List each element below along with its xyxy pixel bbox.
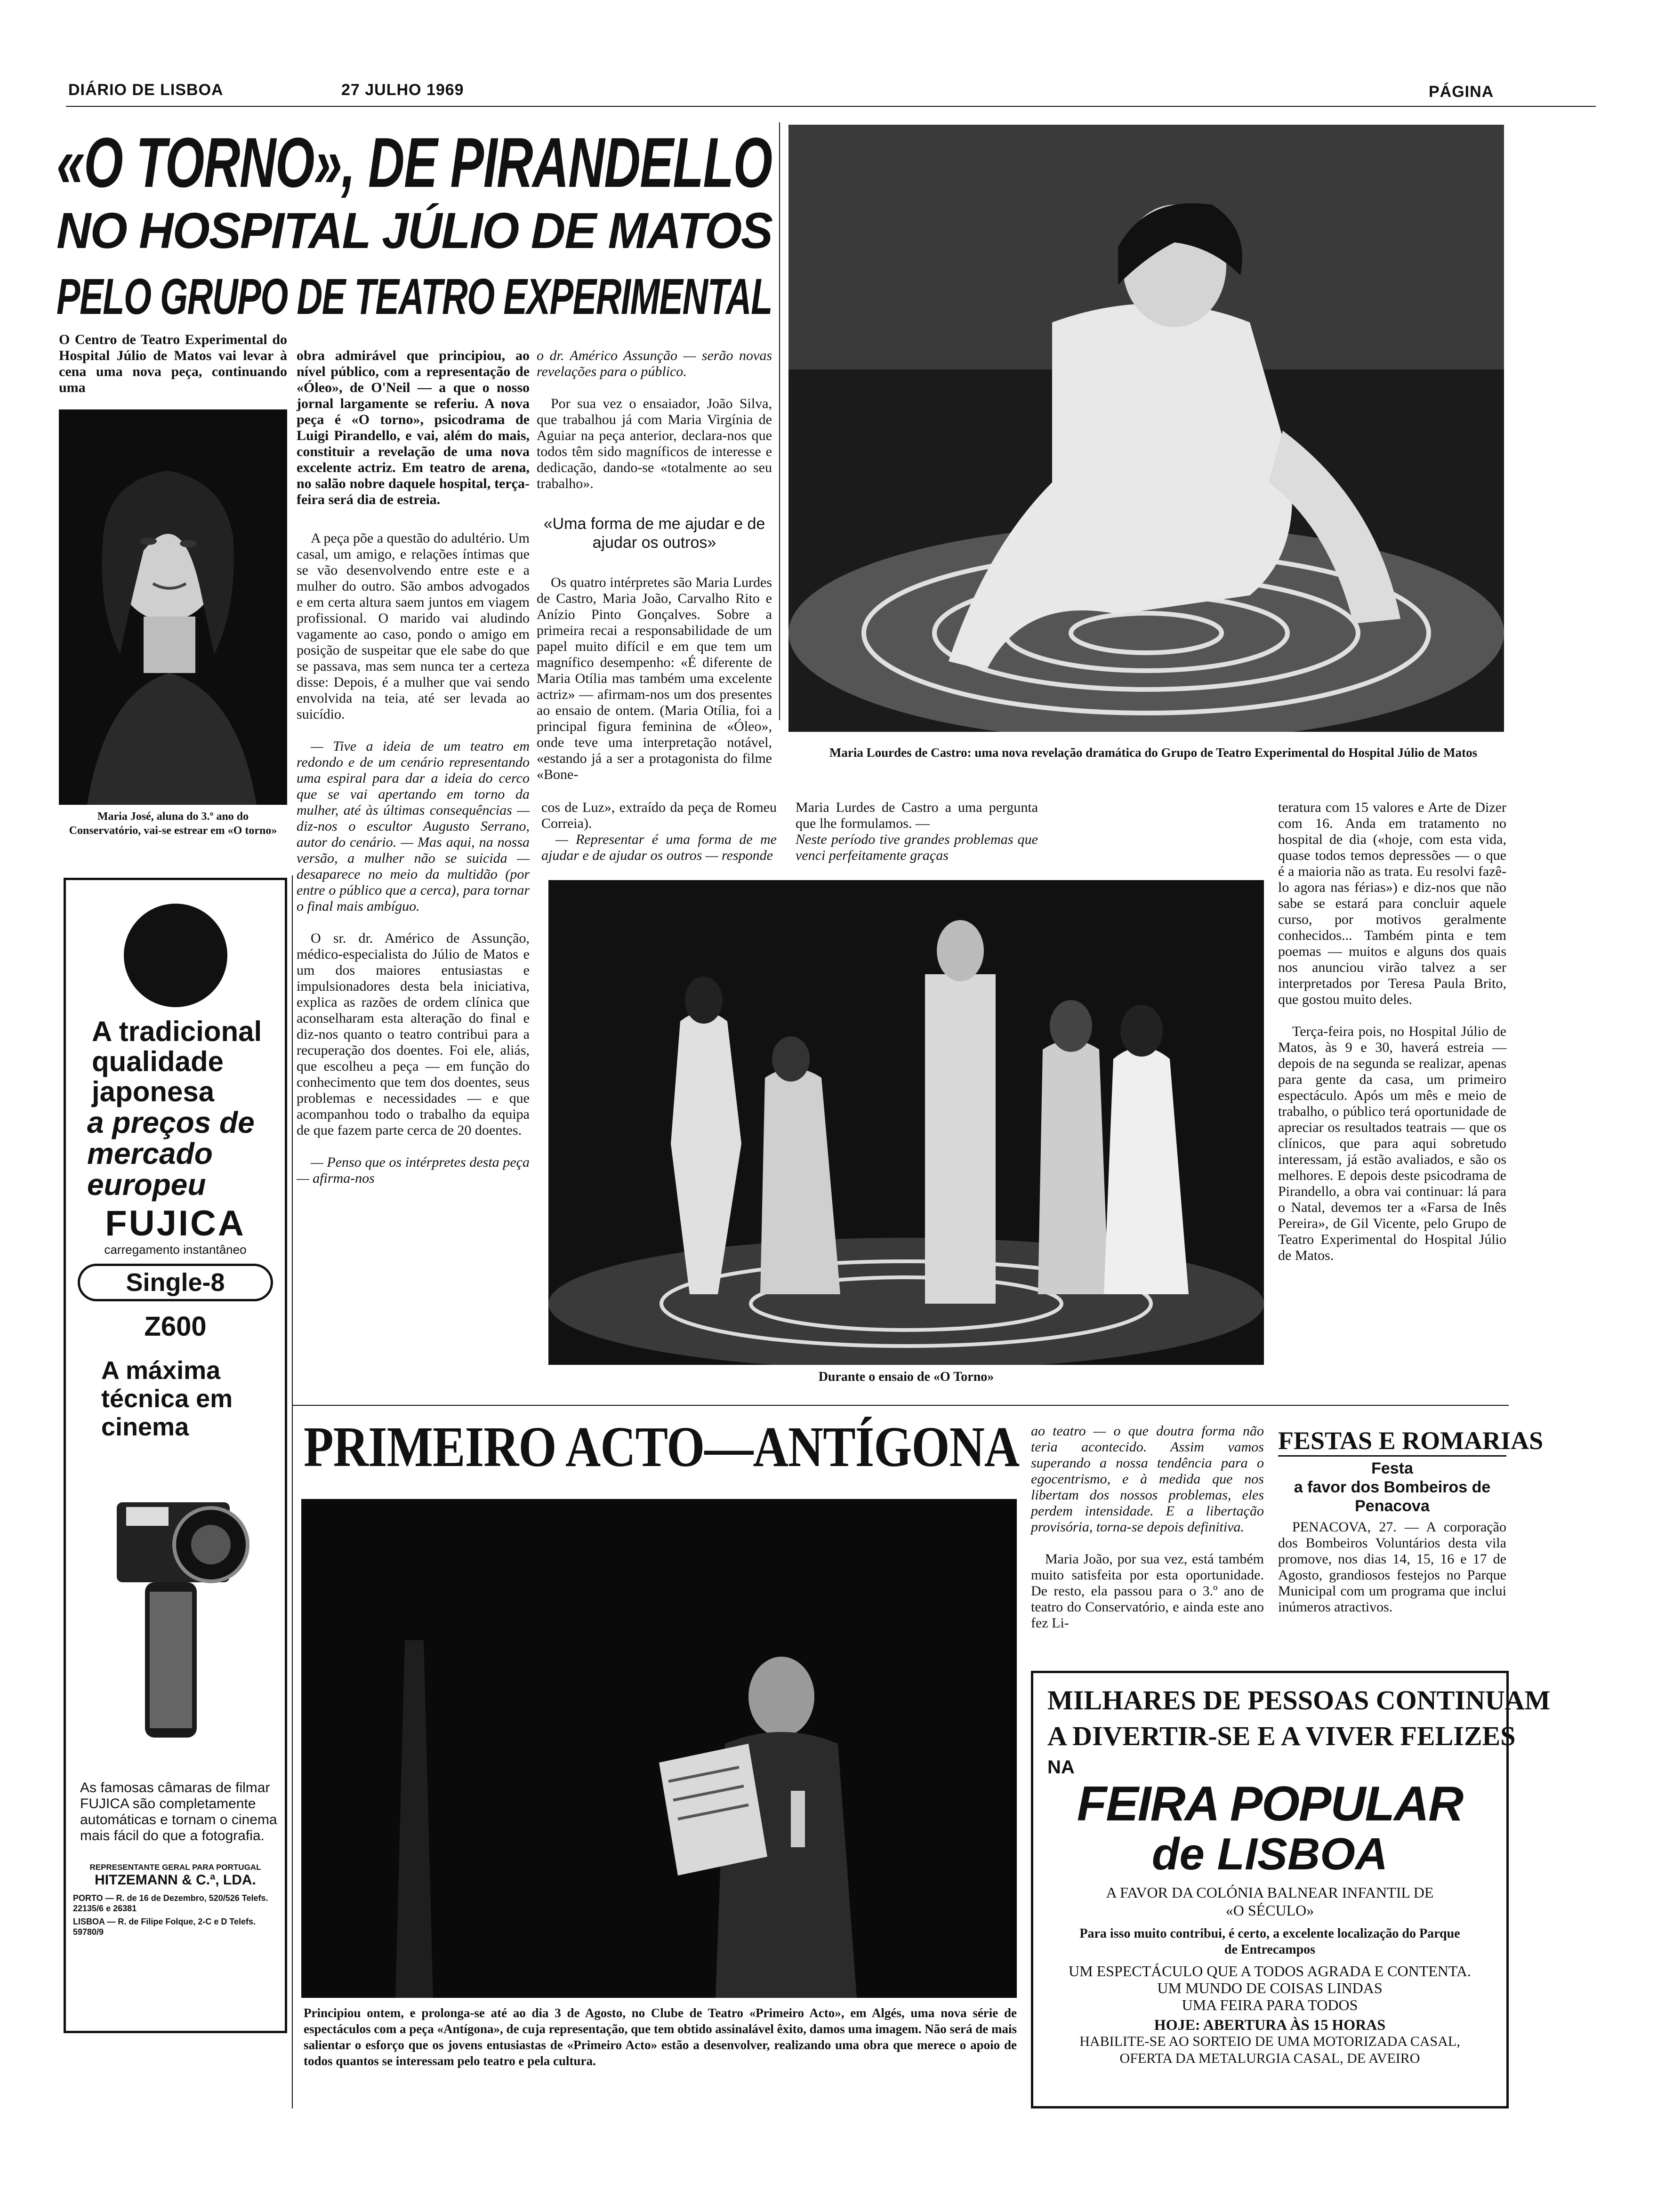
fujica-line3: A máxima técnica em cinema [101, 1356, 233, 1441]
feira-sorteio: HABILITE-SE AO SORTEIO DE UMA MOTORIZADA CASAL, OFERTA DA METALURGIA CASAL, DE AVEIRO [1079, 2034, 1460, 2066]
headline-hospital: NO HOSPITAL JÚLIO DE MATOS [56, 202, 772, 259]
feira-contrib: Para isso muito contribui, é certo, a excelente localização do Parque de Entrecampos [1079, 1926, 1460, 1957]
feira-espect: UM ESPECTÁCULO QUE A TODOS AGRADA E CONTENTA. UM MUNDO DE COISAS LINDAS [1069, 1963, 1471, 1996]
fujica-model: Z600 [144, 1311, 207, 1342]
article-col4 [541, 784, 777, 880]
feira-logo1: FEIRA POPULAR [1077, 1777, 1463, 1831]
column-rule [779, 122, 780, 720]
article-col6 [1278, 784, 1506, 1280]
festas-subtitle1: Festa [1371, 1459, 1413, 1477]
fujica-porto: PORTO — R. de 16 de Dezembro, 520/526 Telefs. 22135/6 e 26381 [73, 1893, 268, 1913]
feira-ad [1031, 1671, 1551, 2108]
portrait-caption: Maria José, aluna do 3.º ano do Conservatório, vai-se estrear em «O torno» [69, 810, 277, 837]
antigona-caption: Principiou ontem, e prolonga-se até ao dia 3 de Agosto, no Clube de Teatro «Primeiro Acto», em Algés, uma nova série de espectáculos com a peça «Antígona», de cuja representação, que tem obtido assinalável êxito, damos uma imagem. Não será de mais salientar o esforço que os jovens entusiastas de «Primeiro Acto» estão a desenvolver, realizando uma obra que merece o apoio de todos quantos se interessam pelo teatro e pela cultura. [304, 2006, 1017, 2068]
col5-italic: Neste período tive grandes problemas que venci perfeitamente graças [796, 832, 1038, 863]
col3-body: Por sua vez o ensaiador, João Silva, que trabalhou já com Maria Virgínia de Aguiar na peça anterior, declara-nos que todos têm sido magníficos de interesse e dedicação, dando-se «totalmente ao seu trabalho». [537, 396, 772, 491]
antigona-headline: PRIMEIRO ACTO—ANTÍGONA [304, 1415, 1020, 1479]
fujica-small: As famosas câmaras de filmar FUJICA são completamente automáticas e tornam o cinema mais fácil do que a fotografia. [80, 1780, 277, 1843]
masthead-page: PÁGINA [1429, 83, 1494, 101]
left-rule [292, 875, 293, 2108]
col7-italic: ao teatro — o que doutra forma não teria acontecido. Assim vamos superando a nossa tendência para o egocentrismo, e à medida que nos libertam dos nossos problemas, eles perdem intensidade. E a libertação provisória, torna-se depois definitiva. [1031, 1423, 1264, 1535]
lourdes-caption: Maria Lourdes de Castro: uma nova revelação dramática do Grupo de Teatro Experimental do Hospital Júlio de Matos [829, 745, 1478, 760]
antigona-photo [301, 1499, 1017, 1998]
col2-bold: obra admirável que principiou, ao nível público, com a representação de «Óleo», de O'Neil — a que o nosso jornal largamente se referiu. A nova peça é «O torno», psicodrama de Luigi Pirandello, e vai, além do mais, constituir a revelação de uma nova excelente actriz. Em teatro de arena, no salão nobre daquele hospital, terça-feira será dia de estreia. [297, 348, 530, 507]
fujica-company: HITZEMANN & C.ª, LDA. [95, 1872, 256, 1888]
feira-favor: A FAVOR DA COLÓNIA BALNEAR INFANTIL DE «O SÉCULO» [1106, 1884, 1434, 1919]
col6-body2: Terça-feira pois, no Hospital Júlio de Matos, às 9 e 30, haverá estreia — depois de na segunda se realizar, apenas para gente da casa, um primeiro espectáculo. Após um mês e meio de trabalho, o público terá oportunidade de apreciar os resultados teatrais — que os clínicos, que para aqui sobretudo interessam, já estão avaliados, e são os melhores. E depois deste psicodrama de Pirandello, a obra vai continuar: lá para o Natal, devemos ter a «Farsa de Inês Pereira», de Gil Vicente, pelo Grupo de Teatro Experimental do Hospital Júlio de Matos. [1278, 1024, 1506, 1263]
section-rule-top [292, 1405, 1509, 1406]
col2-body: A peça põe a questão do adultério. Um casal, um amigo, e relações íntimas que se vão desenvolvendo entre este e a mulher do outro. São ambos advogados e em certa altura saem juntos em viagem profissional. O marido vai aludindo vagamente ao caso, pondo o amigo em posição de suspeitar que ele sabe do que se passava, mas sem nunca ter a certeza disse: Depois, é a mulher que vai sendo envolvida na teia, até ser levada ao suicídio. [297, 530, 530, 722]
festas-title: FESTAS E ROMARIAS [1278, 1426, 1506, 1457]
fujica-brand: FUJICA [105, 1203, 246, 1243]
article-col7 [1031, 1407, 1264, 1647]
col7-body: Maria João, por sua vez, está também muito satisfeita por esta oportunidade. De resto, ela passou para o 3.º ano de teatro do Conservatório, e ainda este ano fez Li- [1031, 1551, 1264, 1631]
fujica-dist: REPRESENTANTE GERAL PARA PORTUGAL [89, 1863, 261, 1872]
feira-logo2: de LISBOA [1151, 1829, 1388, 1879]
headline-grupo: PELO GRUPO DE TEATRO EXPERIMENTAL [56, 268, 772, 325]
festas-subtitle2: a favor dos Bombeiros de Penacova [1294, 1478, 1491, 1515]
col4-body: cos de Luz», extraído da peça de Romeu Correia). [541, 800, 777, 831]
headline-torno: «O TORNO», DE PIRANDELLO [56, 123, 772, 202]
article-col3 [537, 332, 772, 799]
col2-body2: O sr. dr. Américo de Assunção, médico-especialista do Júlio de Matos e um dos maiores entusiastas e impulsionadores desta bela iniciativa, explica as razões de ordem clínica que aconselharam esta alteração do final e diz-nos quanto o teatro contribui para a recuperação dos doentes. Foi ele, aliás, que escolheu a peça — em função do conhecimento que tem dos doentes, seus problemas e necessidades — e que acompanhou todo o trabalho da equipa de que fazem parte cerca de 20 doentes. [297, 930, 530, 1138]
rehearsal-caption: Durante o ensaio de «O Torno» [818, 1370, 994, 1384]
feira-line2: A DIVERTIR-SE E A VIVER FELIZES [1047, 1721, 1516, 1751]
fujica-line1: A tradicional qualidade japonesa [92, 1016, 262, 1107]
fujica-circle [124, 904, 227, 1007]
fujica-ad [64, 878, 287, 2033]
masthead-paper: DIÁRIO DE LISBOA [68, 81, 224, 99]
col4-italic: — Representar é uma forma de me ajudar e de ajudar os outros — responde [541, 832, 777, 863]
fujica-lisboa: LISBOA — R. de Filipe Folque, 2-C e D Telefs. 59780/9 [73, 1917, 256, 1937]
article-lead: O Centro de Teatro Experimental do Hospital Júlio de Matos vai levar à cena uma nova peça, continuando uma [59, 332, 287, 395]
col2-italic2: — Penso que os intérpretes desta peça — afirma-nos [297, 1154, 530, 1186]
festas-block [1278, 1426, 1544, 1615]
masthead-rule [66, 106, 1596, 107]
feira-hoje: HOJE: ABERTURA ÀS 15 HORAS [1154, 2016, 1386, 2033]
masthead-date: 27 JULHO 1969 [341, 81, 464, 99]
festas-body: PENACOVA, 27. — A corporação dos Bombeiros Voluntários desta vila promove, nos dias 14, 15, 16 e 17 de Agosto, grandiosos festejos no Parque Municipal com um programa que inclui inúmeros atractivos. [1278, 1519, 1506, 1615]
col5-body: Maria Lurdes de Castro a uma pergunta que lhe formulamos. — [796, 800, 1038, 831]
feira-na: NA [1047, 1757, 1075, 1778]
article-col2 [297, 332, 530, 1202]
portrait-photo [59, 409, 287, 805]
fujica-badge: Single-8 [78, 1264, 273, 1301]
fujica-line2: a preços de mercado europeu [87, 1106, 255, 1202]
feira-line1: MILHARES DE PESSOAS CONTINUAM [1047, 1685, 1551, 1715]
lourdes-photo [788, 125, 1504, 732]
col3-subhead: «Uma forma de me ajudar e de ajudar os outros» [543, 515, 765, 552]
camera-illustration [98, 1474, 253, 1766]
col2-italic: — Tive a ideia de um teatro em redondo e de um cenário representando uma espiral para dar a ideia do cerco que se vai apertando em torno da mulher, até às últimas consequências — diz-nos o escultor Augusto Serrano, autor do cenário. — Mas aqui, na nossa versão, a mulher não se suicida — desaparece no meio da multidão (por entre o público que a cerca), para tornar o final mais ambíguo. [297, 738, 530, 914]
col3-body2: Os quatro intérpretes são Maria Lurdes de Castro, Maria João, Carvalho Rito e Anízio Pinto Gonçalves. Sobre a primeira recai a responsabilidade de um papel muito difícil e em que tem um magnífico desempenho: «É diferente de Maria Otília mas também uma excelente actriz» — afirmam-nos um dos presentes ao ensaio de ontem. (Maria Otília, foi a principal figura feminina de «Óleo», onde teve uma interpretação notável, «estando já a ser a protagonista do filme «Bone- [537, 575, 772, 782]
article-col5 [796, 784, 1038, 864]
feira-todos: UMA FEIRA PARA TODOS [1182, 1996, 1358, 2013]
col6-body: teratura com 15 valores e Arte de Dizer com 16. Anda em tratamento no hospital de dia («hoje, com esta vida, quase todos temos depressões — o que é a maioria não as trata. Eu resolvi fazê-lo agora nas férias») e diz-nos que não sabe se estará para concluir aquele curso, por motivos geralmente conhecidos... Também pinta e tem poemas — muitos e alguns dos quais nos anunciou virão talvez a ser interpretados por Teresa Paula Brito, que gostou muito deles. [1278, 800, 1506, 1007]
rehearsal-photo [548, 880, 1264, 1365]
fujica-tagline: carregamento instantâneo [104, 1242, 247, 1257]
col3-top: o dr. Américo Assunção — serão novas revelações para o público. [537, 348, 772, 379]
